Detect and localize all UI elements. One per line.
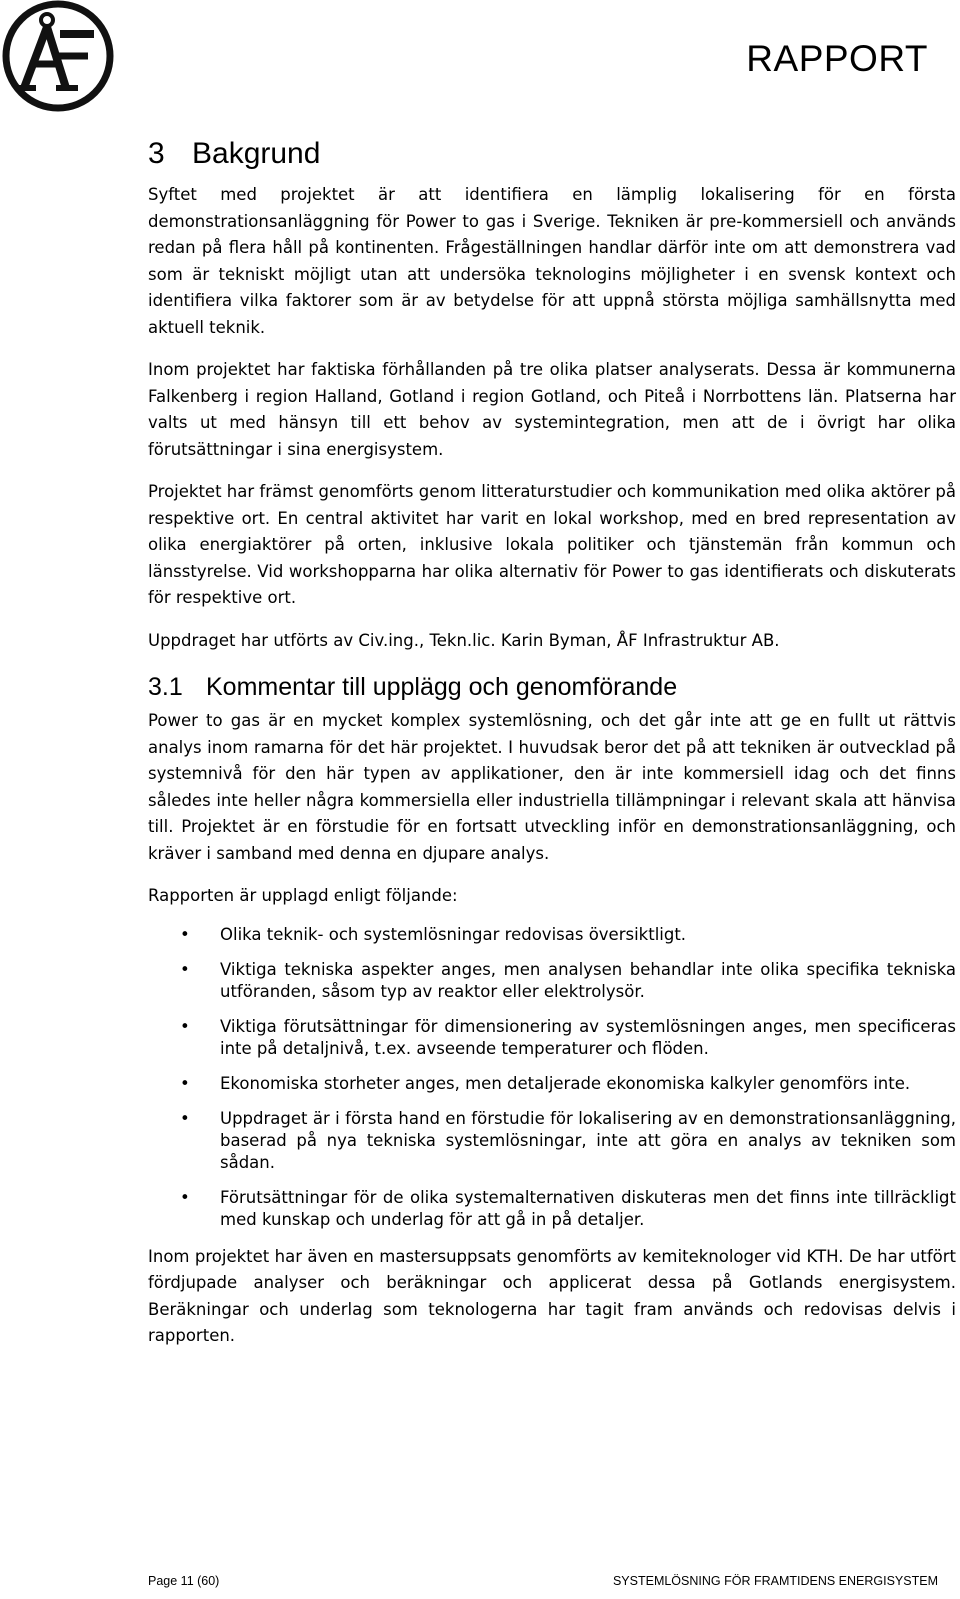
bullet-dot-icon: • — [180, 1187, 190, 1207]
bullet-dot-icon: • — [180, 959, 190, 979]
paragraph-complexity: Power to gas är en mycket komplex systemlösning, och det går inte att ge en fullt ut rättvis analys inom ramarna för det här projektet. I huvudsak beror det på att tekniken är outvecklad på systemnivå för den här typen av applikationer, den är inte kommersiell idag och det finns således inte heller några kommersiella eller industriella tillämpningar i relevant skala att hänvisa till. Projektet är en förstudie för en fortsatt utveckling inför en demonstrationsanläggning, och kräver i samband med denna en djupare analys. — [148, 711, 956, 863]
page-number: Page 11 (60) — [148, 1574, 220, 1588]
subsection-number: 3.1 — [148, 673, 183, 701]
paragraph-structure-intro: Rapporten är upplagd enligt följande: — [148, 886, 458, 905]
list-item: • Viktiga tekniska aspekter anges, men analysen behandlar inte olika specifika tekniska utföranden, såsom typ av reaktor eller elektrolysör. — [180, 959, 956, 1001]
af-logo-icon — [2, 0, 114, 112]
bullet-dot-icon: • — [180, 1073, 190, 1093]
section-number: 3 — [148, 137, 165, 170]
list-item: • Olika teknik- och systemlösningar redovisas översiktligt. — [180, 924, 687, 944]
section-heading — [148, 136, 956, 172]
bullet-dot-icon: • — [180, 1108, 190, 1128]
page-content — [148, 130, 956, 1366]
paragraph-method: Projektet har främst genomförts genom litteraturstudier och kommunikation med olika aktörer på respektive ort. En central aktivitet har varit en lokal workshop, med en bred representation av olika energiaktörer på orten, inklusive lokala politiker och tjänstemän från kommun och länsstyrelse. Vid workshopparna har olika alternativ för Power to gas identifierats och diskuterats för respektive ort. — [148, 482, 956, 607]
bullet-dot-icon: • — [180, 1016, 190, 1036]
subsection-title: Kommentar till upplägg och genomförande — [206, 673, 678, 701]
paragraph-author: Uppdraget har utförts av Civ.ing., Tekn.lic. Karin Byman, ÅF Infrastruktur AB. — [148, 630, 780, 650]
structure-list — [148, 924, 956, 1231]
subsection-heading — [148, 672, 956, 702]
paragraph-purpose: Syftet med projektet är att identifiera en lämplig lokalisering för en första demonstrationsanläggning för Power to gas i Sverige. Tekniken är pre-kommersiell och används redan på flera håll på kontinenten. Frågeställningen handlar därför inte om att demonstrera vad som är tekniskt möjligt utan att undersöka teknologins möjligheter i en svensk kontext och identifiera vilka faktorer som är av betydelse för att uppnå största möjliga samhällsnytta med aktuell teknik. — [148, 185, 956, 337]
footer-document-title: SYSTEMLÖSNING FÖR FRAMTIDENS ENERGISYSTEM — [612, 1574, 938, 1588]
document-type-label: RAPPORT — [746, 38, 928, 79]
list-item: • Ekonomiska storheter anges, men detaljerade ekonomiska kalkyler genomförs inte. — [180, 1073, 911, 1093]
paragraph-thesis: Inom projektet har även en mastersuppsats genomförts av kemiteknologer vid KTH. De har utfört fördjupade analyser och beräkningar och applicerat dessa på Gotlands energisystem. Beräkningar och underlag som teknologerna har tagit fram används och redovisas delvis i rapporten. — [148, 1246, 956, 1345]
paragraph-locations: Inom projektet har faktiska förhållanden på tre olika platser analyserats. Dessa är kommunerna Falkenberg i region Halland, Gotland i region Gotland, och Piteå i Norrbottens län. Platserna har valts ut med hänsyn till ett behov av systemintegration, men att de i övrigt har olika förutsättningar i sina energisystem. — [148, 360, 956, 459]
section-title: Bakgrund — [192, 137, 321, 170]
list-item: • Viktiga förutsättningar för dimensionering av systemlösningen anges, men specificeras inte på detaljnivå, t.ex. avseende temperaturer och flöden. — [180, 1016, 956, 1058]
list-item: • Uppdraget är i första hand en förstudie för lokalisering av en demonstrationsanläggning, baserad på nya tekniska systemlösningar, inte att göra en analys av tekniken som sådan. — [180, 1108, 956, 1172]
list-item: • Förutsättningar för de olika systemalternativen diskuteras men det finns inte tillräckligt med kunskap och underlag för att gå in på detaljer. — [180, 1187, 956, 1229]
bullet-dot-icon: • — [180, 924, 190, 944]
